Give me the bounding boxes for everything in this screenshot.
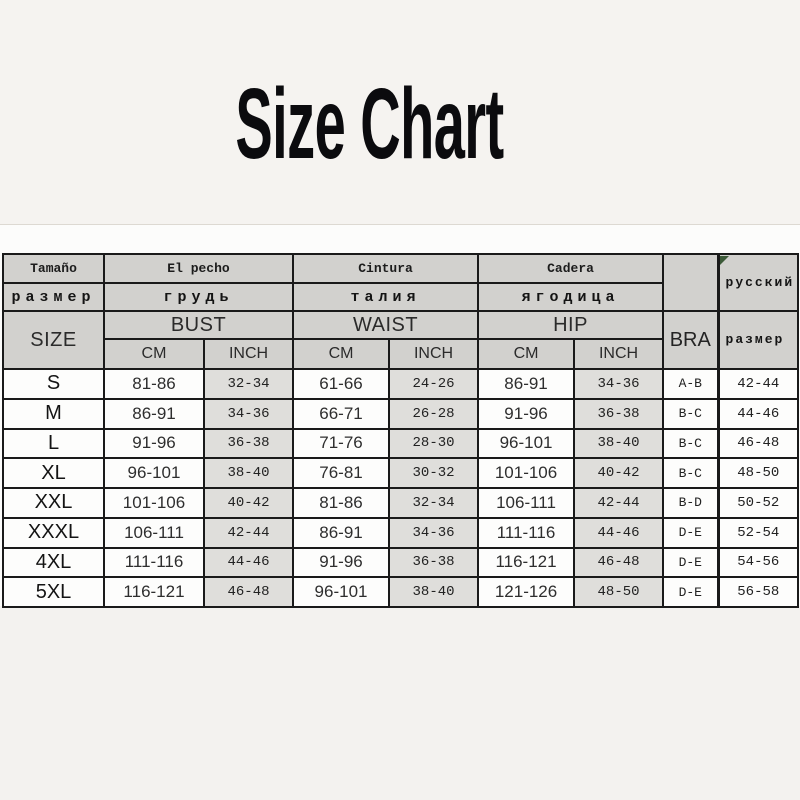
header-waist-en: WAIST — [293, 311, 478, 339]
header-bust-es: El pecho — [104, 254, 293, 283]
russian-size-cell: 50-52 — [718, 488, 798, 518]
waist-cm-cell: 76-81 — [293, 458, 389, 488]
bust-cm-cell: 96-101 — [104, 458, 204, 488]
title-container — [0, 68, 800, 180]
bra-cell: B-C — [663, 458, 718, 488]
bust-cm-cell: 91-96 — [104, 429, 204, 459]
bra-cell: A-B — [663, 369, 718, 399]
bra-cell: B-C — [663, 399, 718, 429]
header-bust-cm: CM — [104, 339, 204, 369]
bust-inch-cell: 34-36 — [204, 399, 293, 429]
bust-cm-cell: 81-86 — [104, 369, 204, 399]
hip-cm-cell: 86-91 — [478, 369, 574, 399]
size-cell: 5XL — [3, 577, 104, 607]
page-bottom-band — [0, 606, 800, 800]
header-bust-inch: INCH — [204, 339, 293, 369]
bust-cm-cell: 86-91 — [104, 399, 204, 429]
header-waist-es: Cintura — [293, 254, 478, 283]
size-cell: M — [3, 399, 104, 429]
hip-inch-cell: 46-48 — [574, 548, 663, 578]
size-cell: XXL — [3, 488, 104, 518]
bust-inch-cell: 36-38 — [204, 429, 293, 459]
russian-size-cell: 54-56 — [718, 548, 798, 578]
waist-cm-cell: 66-71 — [293, 399, 389, 429]
header-row-english — [3, 311, 798, 339]
hip-inch-cell: 44-46 — [574, 518, 663, 548]
table-row-xl — [3, 458, 798, 488]
bust-inch-cell: 44-46 — [204, 548, 293, 578]
header-size-en: SIZE — [3, 311, 104, 369]
size-cell: XXXL — [3, 518, 104, 548]
hip-inch-cell: 42-44 — [574, 488, 663, 518]
header-hip-en: HIP — [478, 311, 663, 339]
waist-inch-cell: 36-38 — [389, 548, 478, 578]
waist-inch-cell: 28-30 — [389, 429, 478, 459]
russian-size-cell: 52-54 — [718, 518, 798, 548]
waist-inch-cell: 26-28 — [389, 399, 478, 429]
header-waist-ru: талия — [293, 283, 478, 311]
header-row-spanish — [3, 254, 798, 283]
table-row-m — [3, 399, 798, 429]
header-russian-label: русский — [718, 254, 798, 311]
cell-corner-mark — [720, 256, 729, 265]
header-hip-ru: ягодица — [478, 283, 663, 311]
header-size-es: Tamaño — [3, 254, 104, 283]
table-row-5xl — [3, 577, 798, 607]
hip-cm-cell: 111-116 — [478, 518, 574, 548]
bust-cm-cell: 101-106 — [104, 488, 204, 518]
russian-size-cell: 46-48 — [718, 429, 798, 459]
waist-cm-cell: 91-96 — [293, 548, 389, 578]
bust-inch-cell: 32-34 — [204, 369, 293, 399]
header-hip-inch: INCH — [574, 339, 663, 369]
page-title: Size Chart — [235, 68, 505, 180]
waist-cm-cell: 96-101 — [293, 577, 389, 607]
russian-size-cell: 42-44 — [718, 369, 798, 399]
table-row-l — [3, 429, 798, 459]
hip-inch-cell: 40-42 — [574, 458, 663, 488]
header-bra: BRA — [663, 311, 718, 369]
bra-cell: D-E — [663, 518, 718, 548]
header-waist-inch: INCH — [389, 339, 478, 369]
waist-cm-cell: 86-91 — [293, 518, 389, 548]
table-row-xxl — [3, 488, 798, 518]
waist-cm-cell: 81-86 — [293, 488, 389, 518]
hip-cm-cell: 121-126 — [478, 577, 574, 607]
table-row-xxxl — [3, 518, 798, 548]
russian-size-cell: 44-46 — [718, 399, 798, 429]
bust-cm-cell: 116-121 — [104, 577, 204, 607]
bra-cell: D-E — [663, 548, 718, 578]
hip-inch-cell: 36-38 — [574, 399, 663, 429]
waist-inch-cell: 34-36 — [389, 518, 478, 548]
waist-inch-cell: 30-32 — [389, 458, 478, 488]
hip-cm-cell: 116-121 — [478, 548, 574, 578]
russian-size-cell: 48-50 — [718, 458, 798, 488]
bust-cm-cell: 106-111 — [104, 518, 204, 548]
header-bra-spacer — [663, 254, 718, 311]
size-chart-table — [2, 253, 799, 608]
waist-cm-cell: 71-76 — [293, 429, 389, 459]
header-russian-size: размер — [718, 311, 798, 369]
header-bust-ru: грудь — [104, 283, 293, 311]
table-row-4xl — [3, 548, 798, 578]
hip-cm-cell: 91-96 — [478, 399, 574, 429]
bust-inch-cell: 40-42 — [204, 488, 293, 518]
waist-inch-cell: 32-34 — [389, 488, 478, 518]
size-cell: S — [3, 369, 104, 399]
table-row-s — [3, 369, 798, 399]
hip-cm-cell: 106-111 — [478, 488, 574, 518]
hip-cm-cell: 101-106 — [478, 458, 574, 488]
header-hip-es: Cadera — [478, 254, 663, 283]
bra-cell: B-C — [663, 429, 718, 459]
bra-cell: D-E — [663, 577, 718, 607]
hip-inch-cell: 38-40 — [574, 429, 663, 459]
waist-inch-cell: 24-26 — [389, 369, 478, 399]
header-size-ru: размер — [3, 283, 104, 311]
bust-inch-cell: 46-48 — [204, 577, 293, 607]
size-cell: 4XL — [3, 548, 104, 578]
bust-inch-cell: 42-44 — [204, 518, 293, 548]
header-bust-en: BUST — [104, 311, 293, 339]
waist-inch-cell: 38-40 — [389, 577, 478, 607]
russian-size-cell: 56-58 — [718, 577, 798, 607]
hip-inch-cell: 48-50 — [574, 577, 663, 607]
hip-cm-cell: 96-101 — [478, 429, 574, 459]
bust-inch-cell: 38-40 — [204, 458, 293, 488]
header-hip-cm: CM — [478, 339, 574, 369]
waist-cm-cell: 61-66 — [293, 369, 389, 399]
bust-cm-cell: 111-116 — [104, 548, 204, 578]
bra-cell: B-D — [663, 488, 718, 518]
size-cell: L — [3, 429, 104, 459]
header-waist-cm: CM — [293, 339, 389, 369]
size-cell: XL — [3, 458, 104, 488]
hip-inch-cell: 34-36 — [574, 369, 663, 399]
